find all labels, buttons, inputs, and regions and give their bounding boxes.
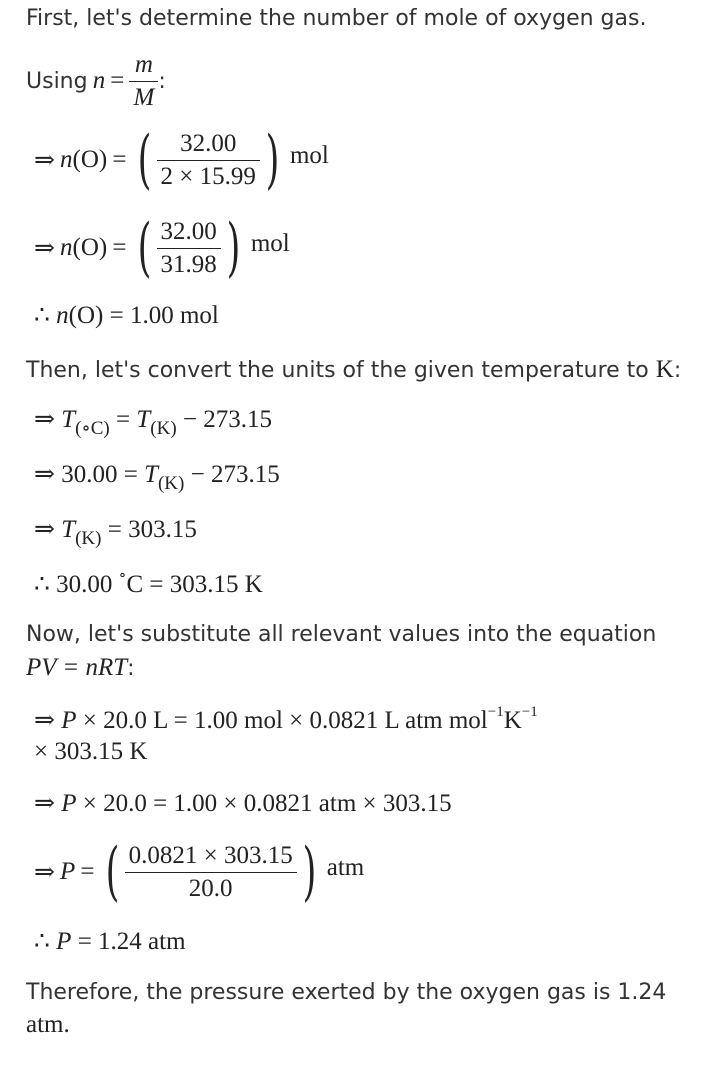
step1-eq: = (112, 146, 127, 173)
t2-arrow: ⇒ (34, 461, 55, 488)
t2-T: T (144, 461, 158, 488)
p3-arrow: ⇒ (34, 859, 55, 886)
t3-equation (34, 514, 197, 549)
p4-P: P (56, 928, 72, 955)
subst-colon: : (127, 656, 135, 681)
t3-arrow: ⇒ (34, 516, 55, 543)
subst-equation-line (26, 654, 135, 682)
result1-lhs: n (56, 302, 69, 329)
p3-fraction (125, 842, 297, 903)
step1-lhs: n (60, 146, 73, 173)
t2-equation (34, 459, 280, 494)
step1-unit: mol (289, 142, 329, 169)
p1-exp2: −1 (521, 704, 538, 720)
convert-text: Then, let's convert the units of the given temperature to (26, 358, 649, 383)
step2-unit: mol (250, 230, 290, 257)
p3-right-paren: ) (302, 835, 317, 909)
using-label: Using (26, 68, 88, 94)
step2-den: 31.98 (160, 250, 217, 278)
p1-arrow: ⇒ (34, 707, 55, 734)
t4-equation (34, 569, 263, 599)
t4-rest: C = 303.15 K (126, 571, 263, 598)
t2-rest: − 273.15 (190, 461, 280, 488)
t4-therefore: ∴ (34, 571, 50, 598)
p4-therefore: ∴ (34, 928, 50, 955)
result1-therefore: ∴ (34, 302, 50, 329)
t1-equation (34, 404, 273, 439)
t4-val: 30.00 (56, 571, 113, 598)
result1-arg: (O) (68, 302, 104, 329)
using-colon: : (158, 68, 166, 94)
using-formula (26, 46, 166, 116)
step1-equation (34, 120, 329, 200)
step1-num: 32.00 (157, 130, 260, 161)
result1-rest: = 1.00 mol (109, 302, 219, 329)
step1-left-paren: ( (137, 123, 151, 197)
p1-mid: × 20.0 L = 1.00 mol × 0.0821 L atm mol (82, 707, 488, 734)
using-fraction (129, 51, 158, 112)
p1-equation (34, 705, 538, 735)
step2-arg: (O) (72, 234, 108, 261)
step1-den: 2 × 15.99 (160, 162, 256, 190)
p3-eq: = (80, 858, 95, 885)
p4-rest: = 1.24 atm (77, 928, 186, 955)
step1-right-paren: ) (265, 123, 280, 197)
t1-T2: T (136, 406, 151, 433)
p2-arrow: ⇒ (34, 790, 55, 817)
t1-sub: (∘C) (75, 418, 110, 439)
using-eq: = (110, 67, 125, 94)
p1-K: K (503, 707, 522, 734)
p2-rest: × 20.0 = 1.00 × 0.0821 atm × 303.15 (82, 790, 452, 817)
t2-lead: 30.00 = (61, 461, 138, 488)
t4-degree: ∘ (118, 567, 127, 584)
using-var: n (92, 67, 106, 94)
t3-T: T (61, 516, 76, 543)
p3-num: 0.0821 × 303.15 (125, 842, 297, 873)
p1-P: P (61, 707, 77, 734)
using-num: m (129, 51, 158, 82)
t1-T: T (61, 406, 76, 433)
step2-eq: = (112, 234, 127, 261)
step2-lhs: n (60, 234, 73, 261)
p2-equation (34, 788, 452, 818)
t3-sub: (K) (75, 528, 102, 549)
step2-arrow: ⇒ (34, 235, 55, 262)
t3-rest: = 303.15 (107, 516, 197, 543)
step1-fraction (157, 130, 260, 191)
step2-equation (34, 208, 290, 288)
convert-unit: K (655, 356, 674, 383)
step2-left-paren: ( (137, 211, 151, 285)
p3-P: P (60, 858, 76, 885)
t2-sub: (K) (157, 473, 185, 494)
p3-equation (34, 832, 364, 912)
intro-text: First, let's determine the number of mole of oxygen gas. (26, 6, 647, 31)
t1-arrow: ⇒ (34, 406, 55, 433)
p3-unit: atm (326, 854, 365, 881)
step1-arg: (O) (72, 146, 108, 173)
step2-right-paren: ) (226, 211, 241, 285)
t1-eq: = (116, 406, 131, 433)
subst-text: Now, let's substitute all relevant values into the equation (26, 622, 657, 647)
step2-fraction (157, 218, 221, 279)
t1-sub2: (K) (150, 418, 177, 439)
p1-exp1: −1 (487, 704, 504, 720)
p4-equation (34, 926, 186, 956)
t1-rest: − 273.15 (182, 406, 273, 433)
result1-equation (34, 300, 219, 330)
conclusion-unit: atm. (26, 1011, 70, 1038)
convert-colon: : (673, 358, 682, 383)
conclusion-text: Therefore, the pressure exerted by the oxygen gas is 1.24 (26, 980, 667, 1005)
convert-text-line (26, 356, 681, 384)
using-den: M (133, 83, 155, 111)
p2-P: P (61, 790, 77, 817)
p1-continuation: × 303.15 K (34, 738, 148, 765)
step1-arrow: ⇒ (34, 147, 55, 174)
subst-equation: PV = nRT (26, 654, 128, 681)
step2-num: 32.00 (157, 218, 221, 249)
p3-den: 20.0 (188, 874, 233, 902)
p3-left-paren: ( (105, 835, 119, 909)
